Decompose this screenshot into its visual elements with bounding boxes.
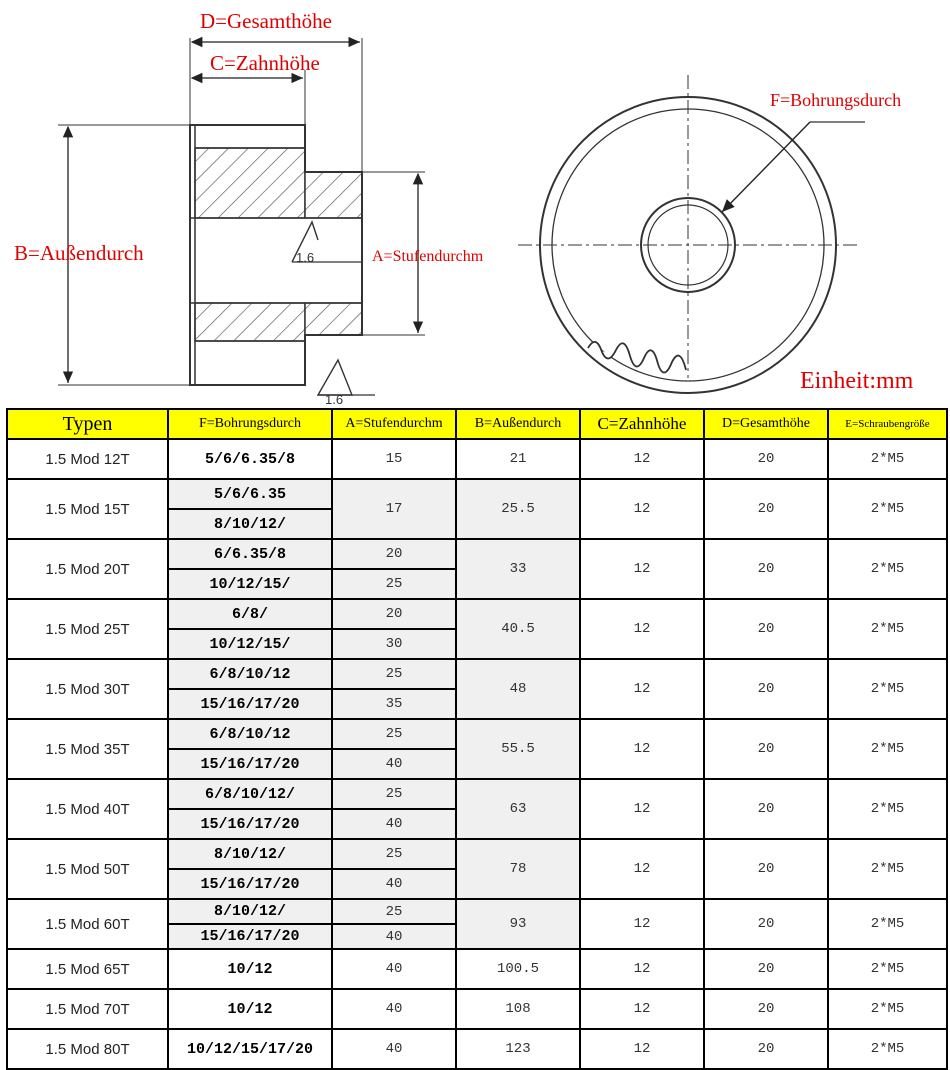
cell-bore-diameter: 8/10/12/ <box>168 839 332 869</box>
cell-step-diameter: 40 <box>332 809 456 839</box>
cell-screw-size: 2*M5 <box>828 599 947 659</box>
cell-tooth-height: 12 <box>580 479 704 539</box>
table-row <box>7 839 947 869</box>
cell-step-diameter: 17 <box>332 479 456 539</box>
header-gesamthoehe: D=Gesamthöhe <box>704 409 828 439</box>
gear-side-view <box>58 38 425 395</box>
cell-outer-diameter: 40.5 <box>456 599 580 659</box>
cell-bore-diameter: 6/8/ <box>168 599 332 629</box>
cell-screw-size: 2*M5 <box>828 989 947 1029</box>
cell-step-diameter: 20 <box>332 539 456 569</box>
cell-screw-size: 2*M5 <box>828 1029 947 1069</box>
cell-screw-size: 2*M5 <box>828 539 947 599</box>
cell-bore-diameter: 5/6/6.35/8 <box>168 439 332 479</box>
cell-total-height: 20 <box>704 479 828 539</box>
cell-screw-size: 2*M5 <box>828 779 947 839</box>
cell-type: 1.5 Mod 25T <box>7 599 168 659</box>
cell-bore-diameter: 6/8/10/12 <box>168 659 332 689</box>
header-aussendurch: B=Außendurch <box>456 409 580 439</box>
cell-total-height: 20 <box>704 1029 828 1069</box>
cell-total-height: 20 <box>704 949 828 989</box>
cell-type: 1.5 Mod 20T <box>7 539 168 599</box>
cell-step-diameter: 40 <box>332 924 456 949</box>
cell-screw-size: 2*M5 <box>828 479 947 539</box>
cell-bore-diameter: 15/16/17/20 <box>168 689 332 719</box>
cell-step-diameter: 40 <box>332 749 456 779</box>
cell-tooth-height: 12 <box>580 899 704 949</box>
cell-screw-size: 2*M5 <box>828 949 947 989</box>
cell-bore-diameter: 10/12/15/ <box>168 569 332 599</box>
table-row <box>7 719 947 749</box>
cell-tooth-height: 12 <box>580 599 704 659</box>
cell-tooth-height: 12 <box>580 989 704 1029</box>
cell-tooth-height: 12 <box>580 839 704 899</box>
label-b-aussendurch: B=Außendurch <box>14 241 144 265</box>
cell-total-height: 20 <box>704 539 828 599</box>
cell-tooth-height: 12 <box>580 659 704 719</box>
table-row <box>7 899 947 924</box>
cell-tooth-height: 12 <box>580 719 704 779</box>
cell-type: 1.5 Mod 35T <box>7 719 168 779</box>
table-row <box>7 539 947 569</box>
cell-step-diameter: 25 <box>332 899 456 924</box>
cell-step-diameter: 25 <box>332 719 456 749</box>
table-row <box>7 949 947 989</box>
cell-tooth-height: 12 <box>580 1029 704 1069</box>
cell-type: 1.5 Mod 70T <box>7 989 168 1029</box>
header-typen: Typen <box>7 409 168 439</box>
table-row <box>7 989 947 1029</box>
cell-step-diameter: 15 <box>332 439 456 479</box>
cell-type: 1.5 Mod 60T <box>7 899 168 949</box>
cell-type: 1.5 Mod 12T <box>7 439 168 479</box>
roughness-value-2: 1.6 <box>325 392 344 405</box>
cell-bore-diameter: 6/8/10/12/ <box>168 779 332 809</box>
table-row <box>7 779 947 809</box>
cell-screw-size: 2*M5 <box>828 439 947 479</box>
cell-type: 1.5 Mod 50T <box>7 839 168 899</box>
table-row <box>7 479 947 509</box>
spec-table-body <box>7 439 947 1069</box>
cell-total-height: 20 <box>704 719 828 779</box>
cell-screw-size: 2*M5 <box>828 899 947 949</box>
cell-tooth-height: 12 <box>580 779 704 839</box>
cell-step-diameter: 25 <box>332 569 456 599</box>
cell-step-diameter: 40 <box>332 989 456 1029</box>
cell-type: 1.5 Mod 80T <box>7 1029 168 1069</box>
table-row <box>7 659 947 689</box>
cell-total-height: 20 <box>704 779 828 839</box>
cell-step-diameter: 40 <box>332 869 456 899</box>
cell-type: 1.5 Mod 30T <box>7 659 168 719</box>
unit-label: Einheit:mm <box>800 368 914 394</box>
header-schraubengroesse: E=Schraubengröße <box>828 409 947 439</box>
cell-step-diameter: 35 <box>332 689 456 719</box>
label-c-zahnhoehe: C=Zahnhöhe <box>210 51 320 75</box>
cell-tooth-height: 12 <box>580 439 704 479</box>
cell-step-diameter: 40 <box>332 1029 456 1069</box>
cell-bore-diameter: 15/16/17/20 <box>168 869 332 899</box>
header-zahnhoehe: C=Zahnhöhe <box>580 409 704 439</box>
roughness-value-1: 1.6 <box>296 250 315 265</box>
cell-total-height: 20 <box>704 659 828 719</box>
label-f-bohrungsdurch: F=Bohrungsdurch <box>770 90 902 110</box>
cell-total-height: 20 <box>704 989 828 1029</box>
cell-bore-diameter: 10/12 <box>168 949 332 989</box>
cell-tooth-height: 12 <box>580 539 704 599</box>
cell-bore-diameter: 6/8/10/12 <box>168 719 332 749</box>
cell-bore-diameter: 8/10/12/ <box>168 899 332 924</box>
cell-outer-diameter: 25.5 <box>456 479 580 539</box>
cell-outer-diameter: 48 <box>456 659 580 719</box>
table-header-row <box>7 409 947 439</box>
cell-step-diameter: 20 <box>332 599 456 629</box>
label-a-stufendurchm: A=Stufendurchm <box>372 248 484 265</box>
cell-outer-diameter: 100.5 <box>456 949 580 989</box>
cell-step-diameter: 25 <box>332 779 456 809</box>
cell-outer-diameter: 63 <box>456 779 580 839</box>
cell-bore-diameter: 5/6/6.35 <box>168 479 332 509</box>
cell-type: 1.5 Mod 15T <box>7 479 168 539</box>
cell-step-diameter: 30 <box>332 629 456 659</box>
cell-screw-size: 2*M5 <box>828 719 947 779</box>
cell-outer-diameter: 21 <box>456 439 580 479</box>
cell-outer-diameter: 33 <box>456 539 580 599</box>
cell-outer-diameter: 78 <box>456 839 580 899</box>
cell-screw-size: 2*M5 <box>828 659 947 719</box>
cell-bore-diameter: 10/12/15/17/20 <box>168 1029 332 1069</box>
cell-bore-diameter: 15/16/17/20 <box>168 809 332 839</box>
cell-type: 1.5 Mod 65T <box>7 949 168 989</box>
cell-screw-size: 2*M5 <box>828 839 947 899</box>
cell-bore-diameter: 10/12 <box>168 989 332 1029</box>
cell-total-height: 20 <box>704 839 828 899</box>
cell-bore-diameter: 8/10/12/ <box>168 509 332 539</box>
cell-outer-diameter: 108 <box>456 989 580 1029</box>
cell-bore-diameter: 15/16/17/20 <box>168 749 332 779</box>
cell-step-diameter: 25 <box>332 659 456 689</box>
cell-total-height: 20 <box>704 899 828 949</box>
header-bohrungsdurch: F=Bohrungsdurch <box>168 409 332 439</box>
cell-outer-diameter: 93 <box>456 899 580 949</box>
label-d-gesamthoehe: D=Gesamthöhe <box>200 9 332 33</box>
cell-total-height: 20 <box>704 599 828 659</box>
cell-bore-diameter: 10/12/15/ <box>168 629 332 659</box>
table-row <box>7 599 947 629</box>
cell-bore-diameter: 15/16/17/20 <box>168 924 332 949</box>
cell-outer-diameter: 123 <box>456 1029 580 1069</box>
gear-front-view <box>518 75 865 393</box>
table-row <box>7 1029 947 1069</box>
cell-type: 1.5 Mod 40T <box>7 779 168 839</box>
gear-technical-drawing <box>0 0 950 405</box>
header-stufendurchm: A=Stufendurchm <box>332 409 456 439</box>
cell-step-diameter: 40 <box>332 949 456 989</box>
cell-tooth-height: 12 <box>580 949 704 989</box>
cell-total-height: 20 <box>704 439 828 479</box>
spec-table <box>6 408 948 1070</box>
cell-bore-diameter: 6/6.35/8 <box>168 539 332 569</box>
table-row <box>7 439 947 479</box>
cell-outer-diameter: 55.5 <box>456 719 580 779</box>
cell-step-diameter: 25 <box>332 839 456 869</box>
